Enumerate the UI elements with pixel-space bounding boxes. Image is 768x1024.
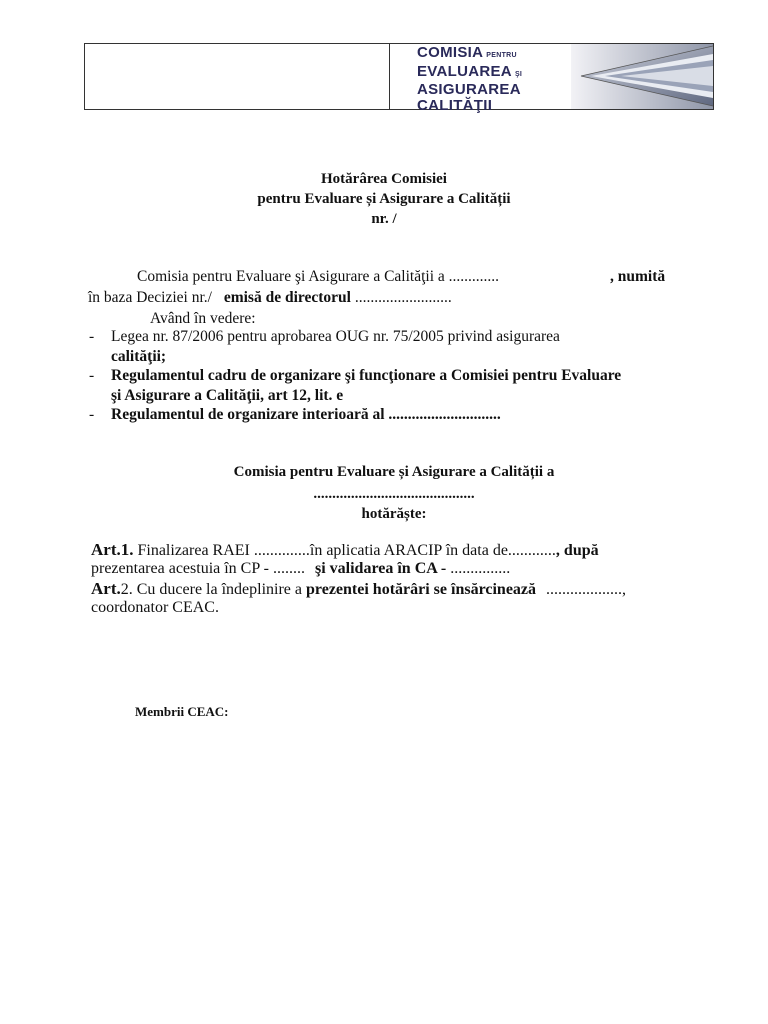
logo-arrow-graphic xyxy=(571,44,713,109)
decision-line3: hotărăște: xyxy=(361,506,427,522)
intro-decision: în baza Deciziei nr./ xyxy=(88,289,212,306)
article-1-label: Art.1. xyxy=(91,540,134,559)
article-2-label: Art. xyxy=(91,579,121,598)
article-1-dots: ............... xyxy=(450,560,511,577)
intro-dots2: ......................... xyxy=(354,289,452,306)
decision-line2: ........................................... xyxy=(313,486,475,502)
article-2-dots: ..................., xyxy=(546,581,627,598)
intro-line2 xyxy=(88,289,452,307)
decision-line1: Comisia pentru Evaluare și Asigurare a Calității a xyxy=(233,464,555,480)
header-table xyxy=(84,43,714,114)
logo-line1-small: PENTRU xyxy=(486,52,517,59)
article-2-line1 xyxy=(91,579,626,599)
article-1-line1 xyxy=(91,540,599,560)
commission-logo xyxy=(391,44,713,114)
list-item1-line1: Legea nr. 87/2006 pentru aprobarea OUG nr. 75/2005 privind asigurarea xyxy=(111,328,560,345)
article-2-bold: prezentei hotărâri se însărcinează xyxy=(306,581,537,598)
list-item2-line1: Regulamentul cadru de organizare şi funcţionare a Comisiei pentru Evaluare xyxy=(111,367,622,384)
article-1-cp: prezentarea acestuia în CP - ........ xyxy=(91,560,305,577)
logo-line2-small: ŞI xyxy=(514,70,523,78)
list-dash-2: - xyxy=(89,367,95,384)
logo-line1: COMISIA xyxy=(417,44,484,61)
logo-line2: EVALUAREA xyxy=(417,62,512,80)
header-empty-cell xyxy=(85,44,390,109)
article-1-dupa: , după xyxy=(555,542,599,559)
logo-line3: ASIGURAREA xyxy=(417,81,521,98)
list-dash-3: - xyxy=(89,406,95,423)
intro-dots1: ............. xyxy=(448,268,500,285)
title-line2: pentru Evaluare și Asigurare a Calității xyxy=(257,191,511,207)
article-1-text: Finalizarea RAEI ..............în aplicatia ARACIP în data de............ xyxy=(137,542,556,559)
list-item2-line2: şi Asigurare a Calităţii, art 12, lit. e xyxy=(111,387,344,404)
intro-commission: Comisia pentru Evaluare şi Asigurare a Calităţii a xyxy=(137,268,445,285)
article-1-validation: şi validarea în CA - xyxy=(314,560,447,577)
list-item1-line2: calităţii; xyxy=(111,348,167,365)
article-1-line2 xyxy=(91,560,510,578)
intro-line1 xyxy=(137,268,499,286)
members-label: Membrii CEAC: xyxy=(135,704,229,719)
intro-avand: Având în vedere: xyxy=(150,310,256,327)
intro-director: emisă de directorul xyxy=(223,289,351,306)
logo-text xyxy=(417,45,522,113)
list-item3: Regulamentul de organizare interioară al ............................. xyxy=(111,406,501,423)
article-2-text: 2. Cu ducere la îndeplinire a xyxy=(120,581,302,598)
title-line3: nr. / xyxy=(371,211,397,227)
intro-numita: , numită xyxy=(610,268,666,285)
title-line1: Hotărârea Comisiei xyxy=(321,171,447,187)
logo-line4: CALITĂŢII xyxy=(417,96,493,114)
list-dash-1: - xyxy=(89,328,95,345)
article-2-line2: coordonator CEAC. xyxy=(91,599,219,616)
